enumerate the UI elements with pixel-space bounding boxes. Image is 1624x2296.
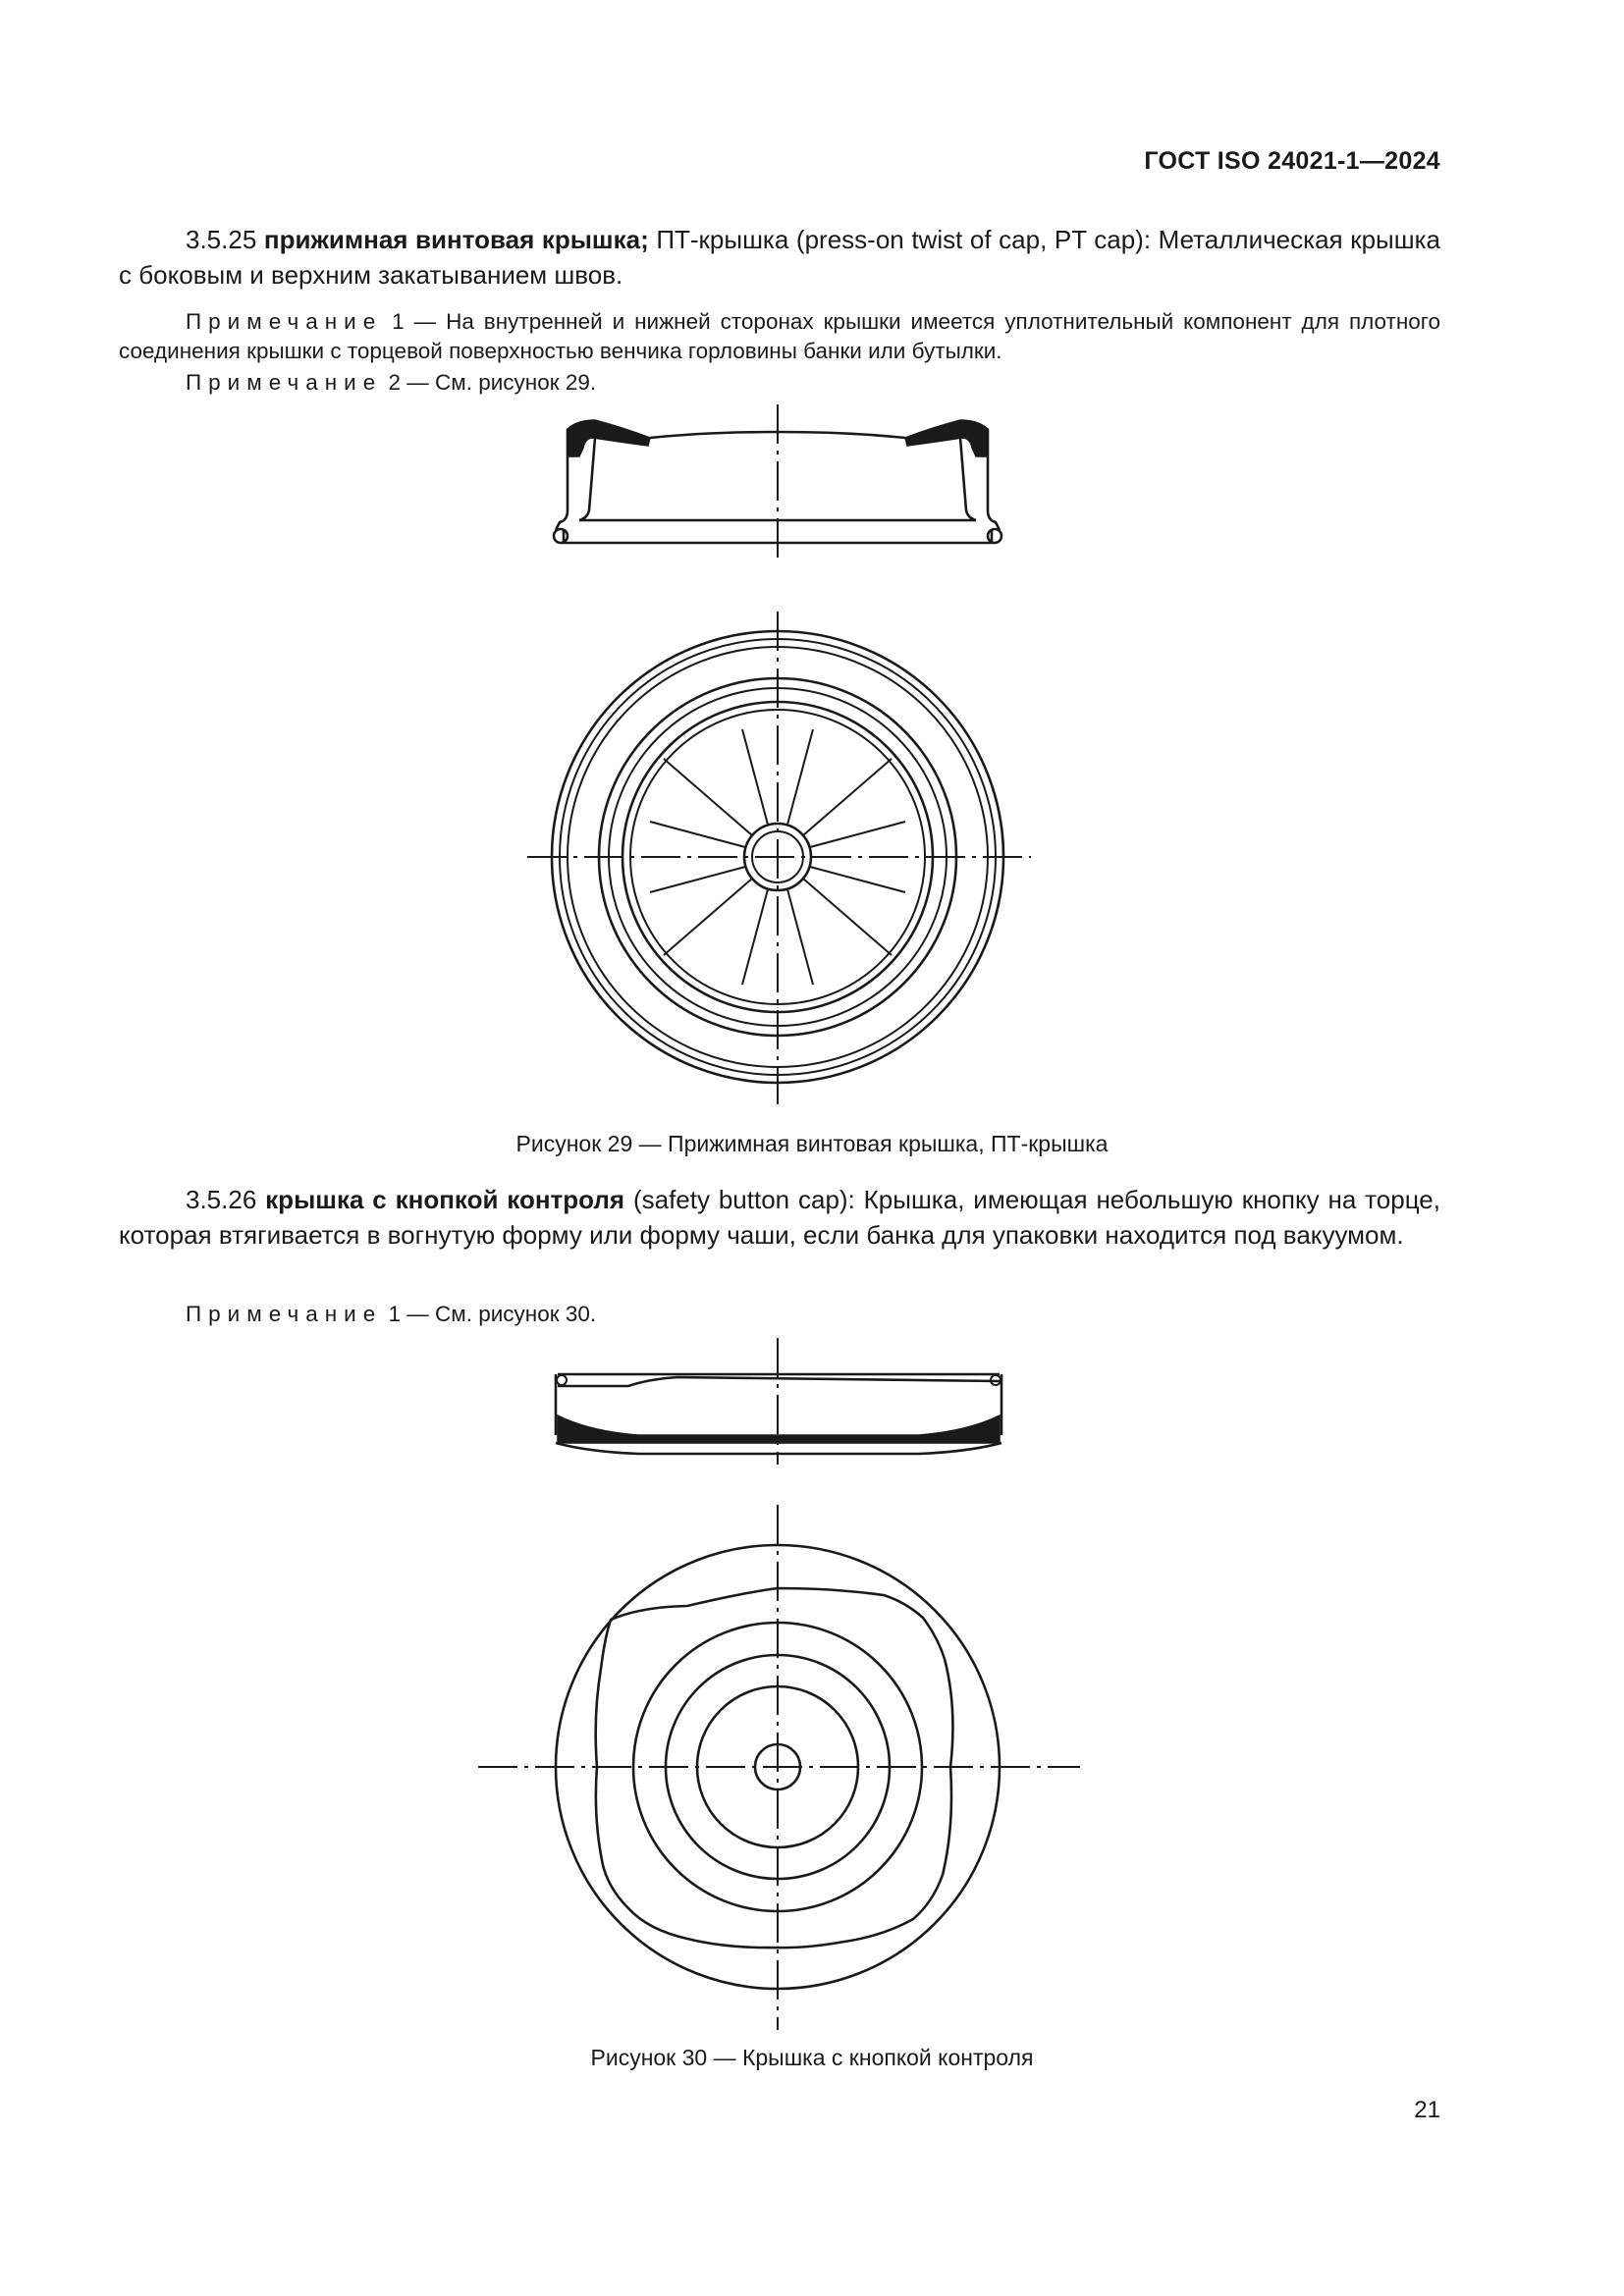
figure-29-side-view: [0, 393, 1624, 564]
note-label: Примечание: [186, 1302, 383, 1326]
term: крышка с кнопкой контроля: [265, 1185, 625, 1214]
note-1: [119, 307, 1440, 366]
definition: (safety button cap): Крышка, имеющая небольшую кнопку на торце, которая втягивается в вогнутую форму или форму чаши, если банка для упаковки находится под вакуумом.: [119, 1185, 1440, 1250]
figure-29-caption: Рисунок 29 — Прижимная винтовая крышка, ПТ-крышка: [515, 1131, 1109, 1156]
figure-30-side-view: [0, 1330, 1624, 1472]
section-number: 3.5.26: [186, 1185, 257, 1214]
section-3-5-25: [119, 222, 1440, 293]
section-3-5-26: [119, 1182, 1440, 1253]
note-text: 1 — См. рисунок 30.: [382, 1302, 597, 1326]
definition: ПТ-крышка (press-on twist of cap, PT cap): Металлическая крышка с боковым и верхним закатыванием швов.: [119, 225, 1440, 290]
note-label: Примечание: [186, 309, 383, 334]
term: прижимная винтовая крышка;: [263, 225, 649, 254]
section-number: 3.5.25: [186, 225, 257, 254]
note-text: 2 — См. рисунок 29.: [382, 370, 597, 395]
document-code: ГОСТ ISO 24021-1—2024: [1144, 147, 1440, 175]
note-text: 1 — На внутренней и нижней сторонах крышки имеется уплотнительный компонент для плотного соединения крышки с торцевой поверхностью венчика горловины банки или бутылки.: [119, 309, 1440, 363]
figure-29-top-view: [0, 604, 1624, 1119]
figure-30-top-view: [0, 1497, 1624, 2042]
note-3: [119, 1300, 1440, 1329]
page-number: 21: [1414, 2097, 1440, 2123]
figure-30-caption: Рисунок 30 — Крышка с кнопкой контроля: [590, 2045, 1034, 2070]
note-label: Примечание: [186, 370, 383, 395]
